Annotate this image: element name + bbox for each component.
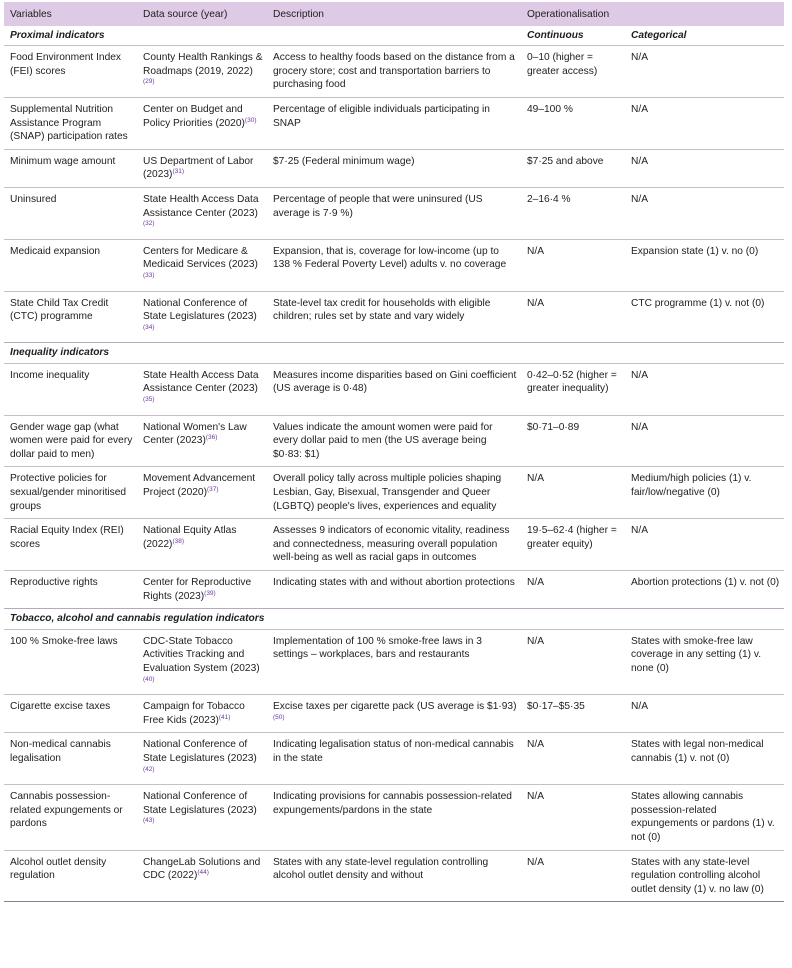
cell-description	[267, 467, 521, 519]
variable-text: Protective policies for sexual/gender minoritised groups	[10, 473, 127, 512]
table-row	[4, 46, 784, 98]
cell-source	[137, 850, 267, 902]
cell-categorical	[625, 733, 784, 785]
reference-link[interactable]: (43)	[143, 817, 155, 825]
reference-link[interactable]: (33)	[143, 271, 155, 279]
continuous-text: N/A	[527, 635, 544, 647]
source-text: State Health Access Data Assistance Center (2023)	[143, 369, 259, 395]
cell-categorical	[625, 571, 784, 609]
source-text: National Conference of State Legislatures (2023)	[143, 297, 257, 323]
variable-text: State Child Tax Credit (CTC) programme	[10, 297, 109, 323]
description-text: $7·25 (Federal minimum wage)	[273, 155, 415, 167]
cell-continuous	[521, 363, 625, 415]
continuous-text: N/A	[527, 245, 544, 257]
source-text: ChangeLab Solutions and CDC (2022)	[143, 856, 261, 882]
cell-description	[267, 415, 521, 467]
cell-categorical	[625, 97, 784, 149]
cell-source	[137, 733, 267, 785]
header-source: Data source (year)	[137, 2, 267, 26]
continuous-text: N/A	[527, 791, 544, 803]
categorical-text: N/A	[631, 52, 648, 64]
cell-source	[137, 291, 267, 343]
cell-description	[267, 695, 521, 733]
reference-link[interactable]: (50)	[273, 713, 285, 721]
cell-continuous	[521, 733, 625, 785]
cell-source	[137, 97, 267, 149]
description-text: State-level tax credit for households with eligible children; rules set by state and vary widely	[273, 297, 491, 323]
cell-continuous	[521, 46, 625, 98]
reference-link[interactable]: (39)	[204, 589, 216, 597]
continuous-text: N/A	[527, 856, 544, 868]
table-body	[4, 26, 784, 902]
continuous-text: 49–100 %	[527, 103, 573, 115]
continuous-text: 19·5–62·4 (higher = greater equity)	[527, 525, 617, 550]
cell-variable	[4, 239, 137, 291]
table-row	[4, 785, 784, 850]
reference-link[interactable]: (34)	[143, 323, 155, 331]
table-row	[4, 363, 784, 415]
cell-categorical	[625, 363, 784, 415]
section-title-0: Proximal indicators	[4, 26, 521, 46]
variable-text: Alcohol outlet density regulation	[10, 856, 107, 882]
variable-text: Income inequality	[10, 369, 90, 381]
cell-categorical	[625, 239, 784, 291]
description-text: Indicating legalisation status of non-medical cannabis in the state	[273, 739, 514, 764]
cell-variable	[4, 363, 137, 415]
variable-text: Supplemental Nutrition Assistance Program (SNAP) participation rates	[10, 103, 128, 143]
continuous-text: N/A	[527, 473, 544, 485]
source-text: Centers for Medicare & Medicaid Services (2023)	[143, 245, 258, 271]
cell-description	[267, 629, 521, 694]
cell-source	[137, 695, 267, 733]
source-text: National Conference of State Legislatures (2023)	[143, 791, 257, 816]
cell-variable	[4, 850, 137, 902]
table-header	[4, 2, 784, 26]
header-continuous: Continuous	[521, 26, 625, 46]
categorical-text: N/A	[631, 369, 648, 381]
cell-continuous	[521, 850, 625, 902]
cell-variable	[4, 785, 137, 850]
categorical-text: N/A	[631, 525, 648, 537]
cell-variable	[4, 187, 137, 239]
header-operationalisation: Operationalisation	[521, 2, 784, 26]
continuous-text: $0·71–0·89	[527, 421, 580, 433]
table-row	[4, 519, 784, 571]
cell-source	[137, 46, 267, 98]
continuous-text: 2–16·4 %	[527, 193, 571, 205]
header-categorical: Categorical	[625, 26, 784, 46]
cell-variable	[4, 291, 137, 343]
cell-variable	[4, 695, 137, 733]
header-variables: Variables	[4, 2, 137, 26]
table-row	[4, 733, 784, 785]
cell-source	[137, 149, 267, 187]
cell-variable	[4, 733, 137, 785]
table-row	[4, 149, 784, 187]
cell-categorical	[625, 149, 784, 187]
cell-description	[267, 149, 521, 187]
cell-variable	[4, 149, 137, 187]
cell-variable	[4, 629, 137, 694]
continuous-text: 0·42–0·52 (higher = greater inequality)	[527, 369, 617, 395]
source-text: CDC-State Tobacco Activities Tracking and Evaluation System (2023)	[143, 635, 260, 674]
variable-text: Reproductive rights	[10, 577, 98, 588]
continuous-text: $0·17–$5·35	[527, 701, 585, 713]
description-text: Indicating provisions for cannabis possession-related expungements/pardons in the state	[273, 791, 512, 816]
cell-source	[137, 187, 267, 239]
cell-source	[137, 785, 267, 850]
cell-variable	[4, 97, 137, 149]
categorical-text: N/A	[631, 701, 648, 713]
cell-categorical	[625, 629, 784, 694]
cell-description	[267, 187, 521, 239]
cell-categorical	[625, 415, 784, 467]
section-title-1: Inequality indicators	[4, 343, 784, 364]
cell-continuous	[521, 97, 625, 149]
cell-description	[267, 97, 521, 149]
header-description: Description	[267, 2, 521, 26]
reference-link[interactable]: (44)	[197, 869, 209, 877]
section-row	[4, 343, 784, 364]
categorical-text: N/A	[631, 193, 648, 205]
cell-variable	[4, 467, 137, 519]
cell-description	[267, 850, 521, 902]
continuous-text: N/A	[527, 297, 544, 309]
categorical-text: States allowing cannabis possession-related expungements or pardons (1) v. not (0)	[631, 791, 775, 843]
subheader-row	[4, 26, 784, 46]
cell-categorical	[625, 785, 784, 850]
variable-text: Food Environment Index (FEI) scores	[10, 52, 121, 77]
cell-source	[137, 415, 267, 467]
reference-link[interactable]: (41)	[218, 713, 231, 721]
cell-categorical	[625, 519, 784, 571]
cell-categorical	[625, 46, 784, 98]
reference-link[interactable]: (38)	[172, 537, 185, 545]
categorical-text: Abortion protections (1) v. not (0)	[631, 577, 780, 588]
categorical-text: Medium/high policies (1) v. fair/low/negative (0)	[631, 473, 752, 499]
cell-categorical	[625, 850, 784, 902]
categorical-text: N/A	[631, 155, 648, 167]
description-text: Excise taxes per cigarette pack (US average is $1·93)	[273, 701, 517, 713]
variable-text: Racial Equity Index (REI) scores	[10, 525, 124, 550]
source-text: National Conference of State Legislatures (2023)	[143, 739, 257, 764]
cell-variable	[4, 46, 137, 98]
cell-description	[267, 46, 521, 98]
cell-source	[137, 239, 267, 291]
source-text: National Women's Law Center (2023)	[143, 421, 247, 447]
reference-link[interactable]: (36)	[205, 434, 218, 442]
cell-continuous	[521, 467, 625, 519]
cell-continuous	[521, 785, 625, 850]
description-text: Overall policy tally across multiple policies shaping Lesbian, Gay, Bisexual, Transgender and Queer (LGBTQ) people's lives, experiences and equality	[273, 473, 502, 512]
cell-continuous	[521, 291, 625, 343]
indicators-table	[4, 2, 784, 902]
cell-categorical	[625, 291, 784, 343]
description-text: Assesses 9 indicators of economic vitality, readiness and connectedness, measuring overall population well-being as well as racial gaps in outcomes	[273, 525, 510, 564]
reference-link[interactable]: (29)	[143, 78, 155, 86]
cell-source	[137, 467, 267, 519]
description-text: Percentage of eligible individuals participating in SNAP	[273, 103, 490, 129]
table-row	[4, 850, 784, 902]
cell-continuous	[521, 571, 625, 609]
categorical-text: CTC programme (1) v. not (0)	[631, 297, 765, 309]
categorical-text: Expansion state (1) v. no (0)	[631, 245, 759, 257]
description-text: Expansion, that is, coverage for low-income (up to 138 % Federal Poverty Level) adults v. no coverage	[273, 245, 507, 271]
source-text: US Department of Labor (2023)	[143, 155, 254, 181]
table-row	[4, 291, 784, 343]
continuous-text: N/A	[527, 739, 544, 751]
cell-continuous	[521, 415, 625, 467]
source-text: Center on Budget and Policy Priorities (2020)	[143, 103, 245, 129]
description-text: Access to healthy foods based on the distance from a grocery store; cost and transportation barriers to purchasing food	[273, 52, 515, 91]
description-text: Implementation of 100 % smoke-free laws in 3 settings – workplaces, bars and restaurants	[273, 635, 482, 661]
categorical-text: States with legal non-medical cannabis (1) v. not (0)	[631, 739, 764, 764]
table-row	[4, 467, 784, 519]
cell-continuous	[521, 519, 625, 571]
section-title-2: Tobacco, alcohol and cannabis regulation indicators	[4, 609, 784, 630]
table-row	[4, 629, 784, 694]
cell-description	[267, 291, 521, 343]
cell-description	[267, 733, 521, 785]
source-text: County Health Rankings & Roadmaps (2019, 2022)	[143, 52, 263, 77]
table-row	[4, 97, 784, 149]
description-text: States with any state-level regulation controlling alcohol outlet density and without	[273, 856, 489, 882]
cell-categorical	[625, 187, 784, 239]
variable-text: 100 % Smoke-free laws	[10, 635, 118, 647]
variable-text: Gender wage gap (what women were paid for every dollar paid to men)	[10, 421, 133, 460]
continuous-text: $7·25 and above	[527, 155, 604, 167]
cell-continuous	[521, 187, 625, 239]
description-text: Measures income disparities based on Gini coefficient (US average is 0·48)	[273, 369, 517, 395]
table-row	[4, 187, 784, 239]
reference-link[interactable]: (32)	[143, 220, 155, 228]
variable-text: Cannabis possession-related expungements or pardons	[10, 791, 123, 830]
reference-link[interactable]: (35)	[143, 396, 155, 404]
reference-link[interactable]: (37)	[207, 486, 219, 494]
table-row	[4, 571, 784, 609]
cell-continuous	[521, 239, 625, 291]
source-text: National Equity Atlas (2022)	[143, 525, 237, 550]
reference-link[interactable]: (42)	[143, 765, 155, 773]
reference-link[interactable]: (40)	[143, 675, 155, 683]
cell-continuous	[521, 149, 625, 187]
description-text: Indicating states with and without abortion protections	[273, 577, 515, 588]
reference-link[interactable]: (30)	[244, 116, 257, 124]
cell-description	[267, 571, 521, 609]
cell-description	[267, 785, 521, 850]
source-text: Campaign for Tobacco Free Kids (2023)	[143, 701, 245, 726]
cell-variable	[4, 519, 137, 571]
categorical-text: N/A	[631, 421, 648, 433]
categorical-text: N/A	[631, 103, 648, 115]
variable-text: Cigarette excise taxes	[10, 701, 111, 713]
cell-continuous	[521, 695, 625, 733]
source-text: Center for Reproductive Rights (2023)	[143, 577, 252, 602]
categorical-text: States with any state-level regulation controlling alcohol outlet density (1) v. no law (0)	[631, 856, 764, 895]
cell-description	[267, 239, 521, 291]
section-row	[4, 609, 784, 630]
source-text: State Health Access Data Assistance Center (2023)	[143, 193, 259, 219]
cell-description	[267, 363, 521, 415]
continuous-text: 0–10 (higher = greater access)	[527, 52, 598, 77]
table-row	[4, 239, 784, 291]
variable-text: Minimum wage amount	[10, 155, 116, 167]
cell-categorical	[625, 467, 784, 519]
cell-description	[267, 519, 521, 571]
cell-source	[137, 519, 267, 571]
categorical-text: States with smoke-free law coverage in any setting (1) v. none (0)	[631, 635, 762, 674]
cell-continuous	[521, 629, 625, 694]
continuous-text: N/A	[527, 577, 544, 588]
description-text: Values indicate the amount women were paid for every dollar paid to men (the US average being $0·83: $1)	[273, 421, 493, 460]
cell-categorical	[625, 695, 784, 733]
variable-text: Non-medical cannabis legalisation	[10, 739, 111, 764]
cell-source	[137, 363, 267, 415]
cell-variable	[4, 415, 137, 467]
cell-source	[137, 571, 267, 609]
cell-variable	[4, 571, 137, 609]
cell-source	[137, 629, 267, 694]
description-text: Percentage of people that were uninsured (US average is 7·9 %)	[273, 193, 483, 219]
reference-link[interactable]: (31)	[172, 168, 185, 176]
variable-text: Uninsured	[10, 193, 57, 205]
table-row	[4, 415, 784, 467]
variable-text: Medicaid expansion	[10, 245, 101, 257]
table-row	[4, 695, 784, 733]
source-text: Movement Advancement Project (2020)	[143, 473, 256, 499]
